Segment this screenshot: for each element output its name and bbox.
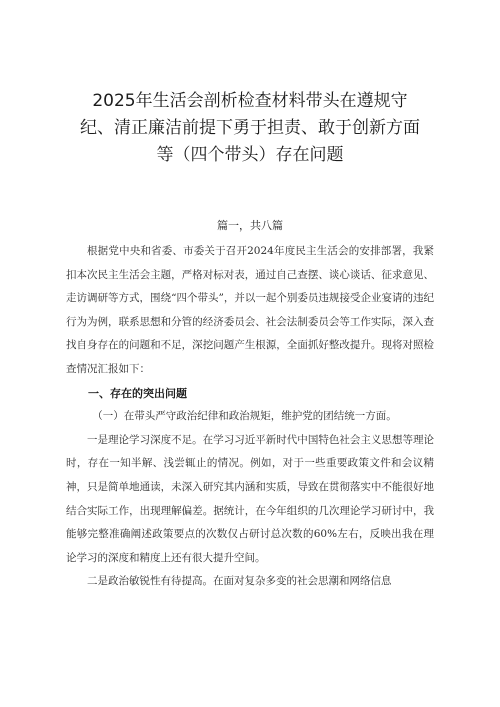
- subsection-heading: （一）在带头严守政治纪律和政治规矩，维护党的团结统一方面。: [92, 410, 397, 423]
- document-subtitle: 篇一，共八篇: [217, 219, 283, 232]
- section-heading: 一、存在的突出问题: [88, 386, 187, 400]
- intro-paragraph: 根据党中央和省委、市委关于召开2024年度民主生活会的安排部署，我紧扣本次民主生活会主题，严格对标对表，通过自己查摆、谈心谈话、征求意见、走访调研等方式，围绕“四个带头”，并以一起个别委员违规接受企业宴请的违纪行为为例，联系思想和分管的经济委员会、社会法制委员会等工作实际，深入查找自身存在的问题和不足，深挖问题产生根源，全面抓好整改提升。现将对照检查情况汇报如下：: [66, 245, 434, 375]
- document-title: [60, 88, 440, 169]
- title-line-2: 纪、清正廉洁前提下勇于担责、敢于创新方面: [80, 118, 420, 138]
- document-body: [66, 240, 434, 594]
- point-two-paragraph: 二是政治敏锐性有待提高。在面对复杂多变的社会思潮和网络信息: [87, 575, 392, 588]
- title-line-1: 2025年生活会剖析检查材料带头在遵规守: [92, 91, 408, 111]
- title-line-3: 等（四个带头）存在问题: [156, 145, 344, 165]
- point-one-paragraph: 一是理论学习深度不足。在学习习近平新时代中国特色社会主义思想等理论时，存在一知半解、浅尝辄止的情况。例如，对于一些重要政策文件和会议精神，只是简单地通读，未深入研究其内涵和实质，导致在贯彻落实中不能很好地结合实际工作，出现理解偏差。据统计，在今年组织的几次理论学习研讨中，我能够完整准确阐述政策要点的次数仅占研讨总次数的60%左右，反映出我在理论学习的深度和精度上还有很大提升空间。: [66, 433, 434, 564]
